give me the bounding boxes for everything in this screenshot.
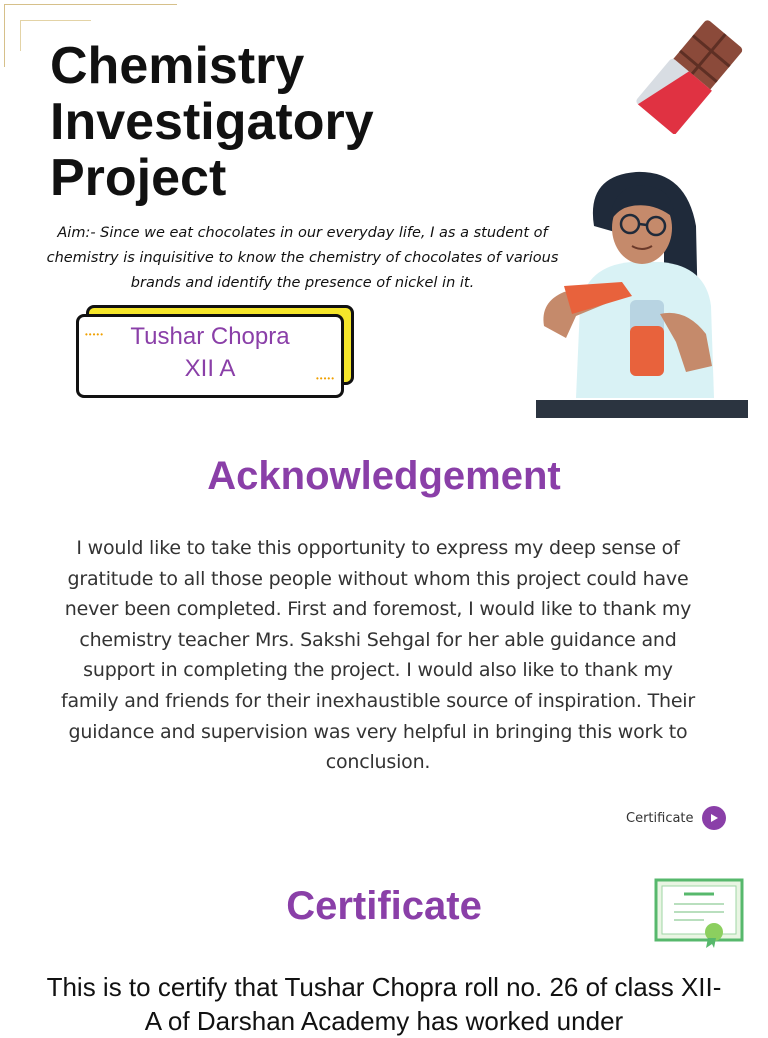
title-line-2: Investigatory (50, 93, 374, 151)
next-page-link[interactable] (626, 806, 726, 830)
student-class: XII A (184, 355, 236, 382)
page-title (50, 38, 450, 206)
scientist-illustration (536, 166, 748, 420)
certificate-icon (654, 878, 744, 948)
card-dots-decoration: ••••• (85, 330, 105, 339)
play-icon[interactable] (702, 806, 726, 830)
next-page-label: Certificate (626, 810, 694, 826)
acknowledgement-heading: Acknowledgement (207, 454, 561, 498)
certificate-text: This is to certify that Tushar Chopra roll no. 26 of class XII- A of Darshan Academy has worked under (46, 972, 722, 1036)
title-line-1: Chemistry (50, 37, 305, 95)
name-card (76, 314, 344, 398)
title-line-3: Project (50, 149, 227, 207)
chocolate-bar-icon (632, 14, 752, 134)
student-name: Tushar Chopra (130, 323, 290, 350)
card-dots-decoration: ••••• (315, 374, 335, 383)
aim-text: Aim:- Since we eat chocolates in our everyday life, I as a student of chemistry is inquisitive to know the chemistry of chocolates of various brands and identify the presence of nickel in it. (46, 225, 559, 291)
acknowledgement-text: I would like to take this opportunity to express my deep sense of gratitude to all those people without whom this project could have never been completed. First and foremost, I would like to thank my chemistry teacher Mrs. Sakshi Sehgal for her able guidance and support in completing the project. I would also like to thank my family and friends for their inexhaustible source of inspiration. Their guidance and supervision was very helpful in bringing this work to conclusion. (61, 537, 695, 774)
certificate-heading: Certificate (286, 884, 482, 928)
